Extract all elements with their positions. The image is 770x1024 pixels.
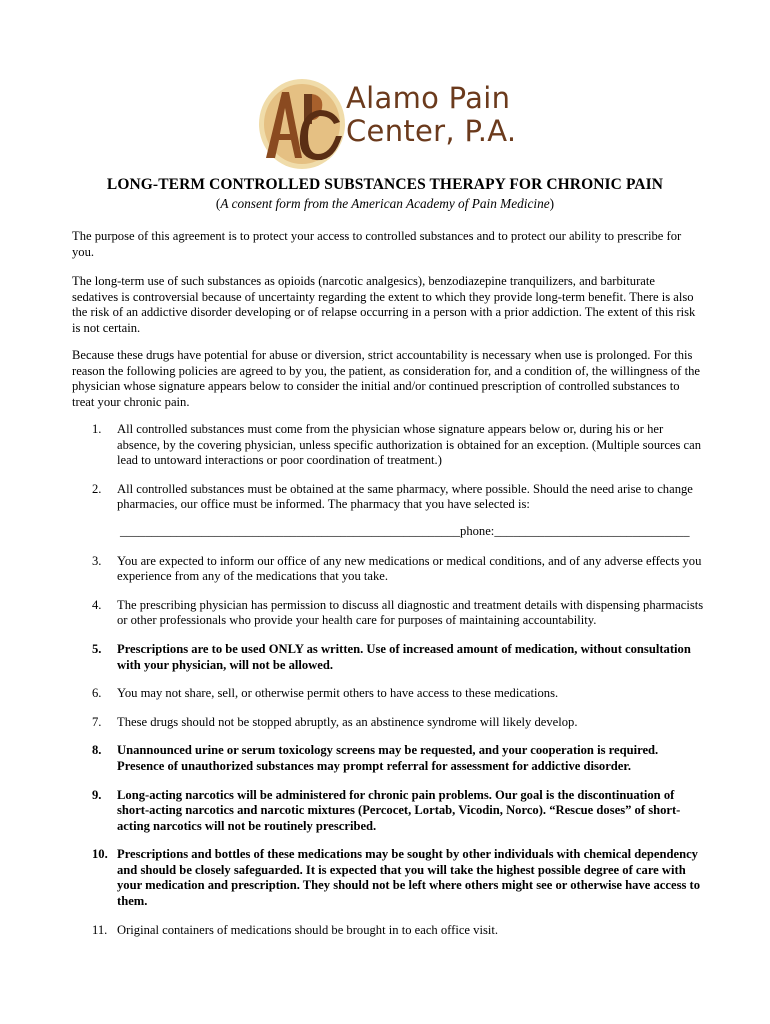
item-text: Prescriptions are to be used ONLY as written. Use of increased amount of medication, without consultation with your physician, will not be allowed. [117,641,691,672]
item-number: 2. [92,481,102,496]
pharmacy-name-blank[interactable]: ______________________________________________________ [120,523,461,538]
item-text: Long-acting narcotics will be administered for chronic pain problems. Our goal is the discontinuation of short-acting narcotics and narcotic mixtures (Percocet, Lortab, Vicodin, Norco). “Rescue doses” of short-acting narcotics will not be routinely prescribed. [117,787,681,833]
purpose-paragraph: The purpose of this agreement is to protect your access to controlled substances and to protect our ability to prescribe for you. [72,229,682,259]
item-text: The prescribing physician has permission to discuss all diagnostic and treatment details with dispensing pharmacists or other professionals who provide your health care for purposes of maintaining accountability. [117,597,704,628]
accountability-paragraph: Because these drugs have potential for abuse or diversion, strict accountability is necessary when use is prolonged. For this reason the following policies are agreed to by you, the patient, as consideration for, and a condition of, the willingness of the physician whose signature appears below to consider the initial and/or continued prescription of controlled substances to treat your chronic pain. [72,348,700,409]
item-number: 1. [92,422,102,436]
item-number: 4. [92,597,102,612]
item-text: Original containers of medications should be brought in to each office visit. [117,922,498,937]
list-item [72,847,704,909]
item-text: Unannounced urine or serum toxicology screens may be requested, and your cooperation is required. Presence of unauthorized substances may prompt referral for assessment for addictive disorder. [117,743,659,773]
subtitle-open-paren: ( [215,196,221,211]
list-item [72,923,704,939]
list-item [72,598,704,629]
item-number: 11. [92,922,108,937]
policy-list [72,422,704,951]
risk-paragraph: The long-term use of such substances as opioids (narcotic analgesics), benzodiazepine tranquilizers, and barbiturate sedatives is controversial because of uncertainty regarding the extent to which they provide long-term benefit. There is also the risk of an addictive disorder developing or of relapse occurring in a person with a prior addiction. The extent of this risk is not certain. [72,274,696,335]
list-item [72,642,704,673]
item-number: 9. [92,787,102,802]
pharmacy-phone-label: phone: [460,523,495,538]
apc-monogram-icon [258,78,348,170]
item-text: Prescriptions and bottles of these medications may be sought by other individuals with chemical dependency and should be closely safeguarded. It is expected that you will take the highest possible degree of care with your medication and prescription. They should not be left where others might see or otherwise have access to them. [117,847,701,909]
list-item [72,715,704,731]
logo-line-2: Center, P.A. [346,114,517,148]
item-text: You are expected to inform our office of any new medications or medical conditions, and of any adverse effects you experience from any of the medications that you take. [117,553,702,584]
list-item [72,554,704,585]
list-item [72,743,704,774]
item-text: All controlled substances must come from the physician whose signature appears below or, during his or her absence, by the covering physician, unless specific authorization is obtained for an exception. (Multiple sources can lead to untoward interactions or poor coordination of treatment.) [117,422,702,468]
item-text: All controlled substances must be obtained at the same pharmacy, where possible. Should the need arise to change pharmacies, our office must be informed. The pharmacy that you have selected is: [117,481,693,512]
subtitle-text: A consent form from the American Academy of Pain Medicine [220,196,550,211]
item-number: 6. [92,686,102,701]
list-item [72,482,704,513]
subtitle-close-paren: ) [549,196,555,211]
document-title: LONG-TERM CONTROLLED SUBSTANCES THERAPY FOR CHRONIC PAIN [106,176,664,193]
list-item [72,788,704,835]
alamo-pain-center-logo [258,78,518,170]
item-number: 10. [92,847,108,862]
item-number: 7. [92,714,102,729]
item-number: 5. [92,641,102,656]
item-text: You may not share, sell, or otherwise permit others to have access to these medications. [117,686,559,701]
pharmacy-line [72,524,704,540]
item-text: These drugs should not be stopped abruptly, as an abstinence syndrome will likely develop. [117,714,578,729]
list-item [72,422,704,469]
pharmacy-phone-blank[interactable]: _______________________________ [494,523,690,538]
logo-line-1: Alamo Pain [346,81,511,115]
document-subtitle [0,196,770,212]
item-number: 3. [92,553,102,568]
list-item [72,686,704,702]
item-number: 8. [92,743,102,758]
